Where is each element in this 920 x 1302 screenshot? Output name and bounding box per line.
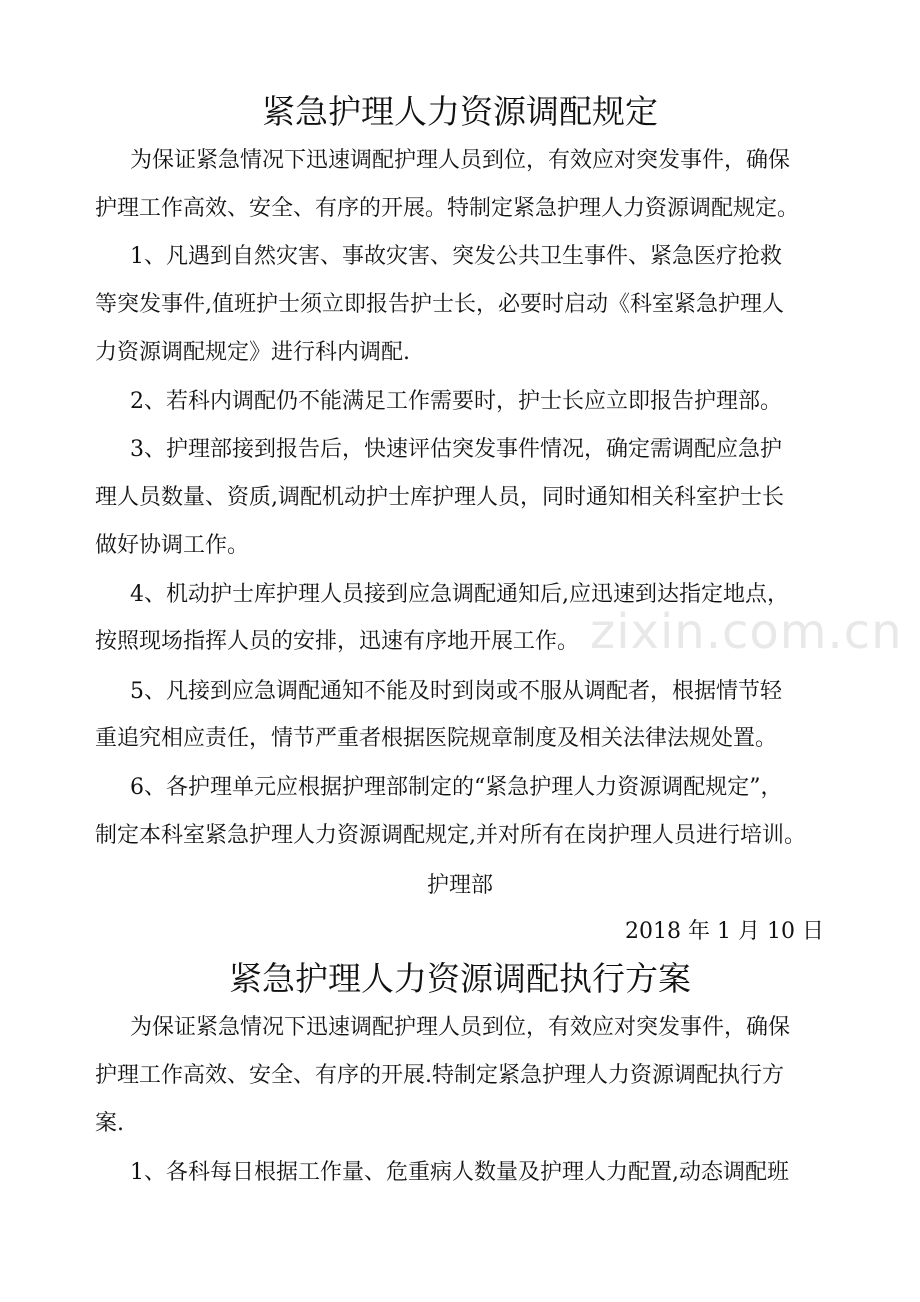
doc1-line-11: 按照现场指挥人员的安排，迅速有序地开展工作。 [95, 629, 580, 654]
doc1-line-2: 护理工作高效、安全、有序的开展。特制定紧急护理人力资源调配规定。 [95, 196, 800, 221]
doc1-signature: 护理部 [426, 873, 493, 898]
doc2-title: 紧急护理人力资源调配执行方案 [229, 959, 691, 998]
doc2-line-4: 1、各科每日根据工作量、危重病人数量及护理人力配置,动态调配班 [130, 1160, 789, 1185]
doc1-line-6: 2、若科内调配仍不能满足工作需要时，护士长应立即报告护理部。 [130, 389, 782, 414]
doc1-line-15: 制定本科室紧急护理人力资源调配规定,并对所有在岗护理人员进行培训。 [95, 823, 806, 848]
doc1-line-3: 1、凡遇到自然灾害、事故灾害、突发公共卫生事件、紧急医疗抢救 [130, 244, 782, 269]
doc1-line-9: 做好协调工作。 [95, 533, 250, 558]
doc2-line-2: 护理工作高效、安全、有序的开展.特制定紧急护理人力资源调配执行方 [95, 1063, 784, 1088]
doc1-line-5: 力资源调配规定》进行科内调配. [95, 340, 410, 365]
doc1-line-14: 6、各护理单元应根据护理部制定的“紧急护理人力资源调配规定”， [130, 775, 783, 800]
doc2-line-3: 案. [95, 1111, 124, 1136]
doc1-date: 2018 年 1 月 10 日 [625, 919, 824, 944]
doc1-line-8: 理人员数量、资质,调配机动护士库护理人员，同时通知相关科室护士长 [95, 485, 784, 510]
doc1-line-7: 3、护理部接到报告后，快速评估突发事件情况，确定需调配应急护 [130, 437, 782, 462]
doc1-line-4: 等突发事件,值班护士须立即报告护士长，必要时启动《科室紧急护理人 [95, 292, 784, 317]
doc2-line-1: 为保证紧急情况下迅速调配护理人员到位，有效应对突发事件，确保 [130, 1015, 791, 1040]
doc1-line-13: 重追究相应责任，情节严重者根据医院规章制度及相关法律法规处置。 [95, 726, 778, 751]
doc1-title: 紧急护理人力资源调配规定 [262, 92, 658, 131]
site-watermark: zixin.com.cn [590, 604, 903, 660]
doc1-line-12: 5、凡接到应急调配通知不能及时到岗或不服从调配者，根据情节轻 [130, 679, 782, 704]
doc1-line-10: 4、机动护士库护理人员接到应急调配通知后,应迅速到达指定地点， [130, 582, 789, 607]
doc1-line-1: 为保证紧急情况下迅速调配护理人员到位，有效应对突发事件，确保 [130, 148, 791, 173]
